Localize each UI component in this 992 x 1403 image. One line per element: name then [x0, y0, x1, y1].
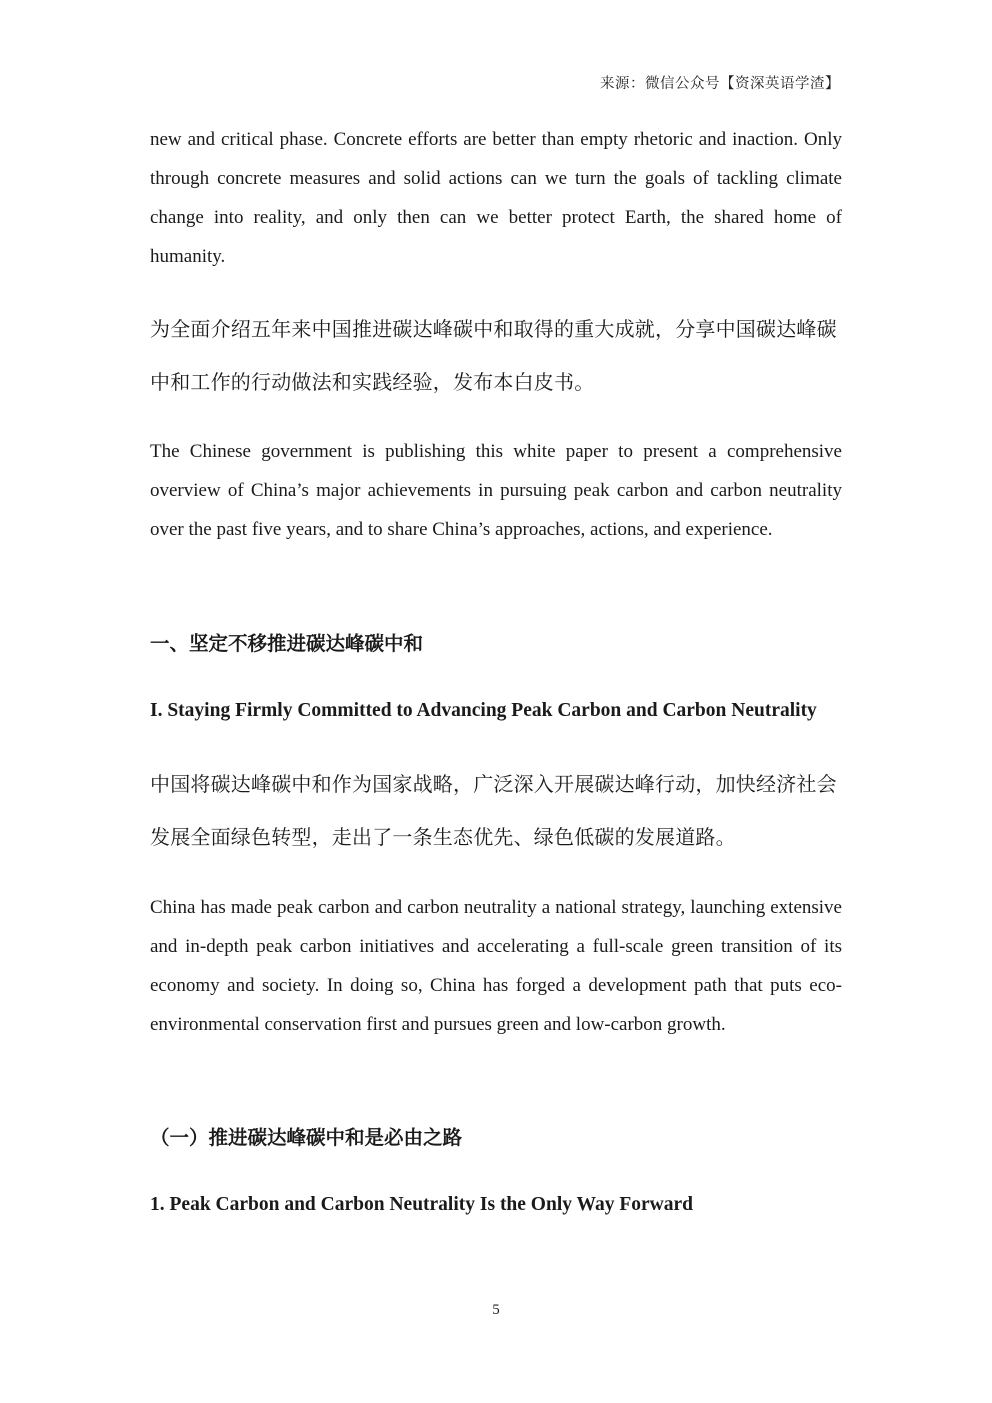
subsection-heading-zh: （一）推进碳达峰碳中和是必由之路 — [150, 1126, 463, 1149]
paragraph-zh-strategy: 中国将碳达峰碳中和作为国家战略，广泛深入开展碳达峰行动，加快经济社会发展全面绿色转型，走出了一条生态优先、绿色低碳的发展道路。 — [150, 772, 837, 849]
section-heading-en: I. Staying Firmly Committed to Advancing Peak Carbon and Carbon Neutrality — [150, 700, 817, 721]
paragraph-en-continued: new and critical phase. Concrete efforts are better than empty rhetoric and inaction. Only through concrete measures and solid actions can we turn the goals of tackling climate change into reality, and only then can we better protect Earth, the shared home of humanity. — [150, 129, 842, 267]
subsection-heading-en: 1. Peak Carbon and Carbon Neutrality Is the Only Way Forward — [150, 1194, 693, 1215]
section-heading-zh: 一、坚定不移推进碳达峰碳中和 — [150, 632, 424, 655]
paragraph-en-intro: The Chinese government is publishing this white paper to present a comprehensive overview of China’s major achievements in pursuing peak carbon and carbon neutrality over the past five years, and to share China’s approaches, actions, and experience. — [150, 441, 842, 540]
source-header: 来源：微信公众号【资深英语学渣】 — [600, 76, 840, 92]
paragraph-zh-intro: 为全面介绍五年来中国推进碳达峰碳中和取得的重大成就，分享中国碳达峰碳中和工作的行动做法和实践经验，发布本白皮书。 — [150, 317, 837, 394]
page-number: 5 — [492, 1302, 500, 1318]
paragraph-en-strategy: China has made peak carbon and carbon neutrality a national strategy, launching extensive and in-depth peak carbon initiatives and accelerating a full-scale green transition of its economy and society. In doing so, China has forged a development path that puts eco-environmental conservation first and pursues green and low-carbon growth. — [150, 897, 842, 1035]
